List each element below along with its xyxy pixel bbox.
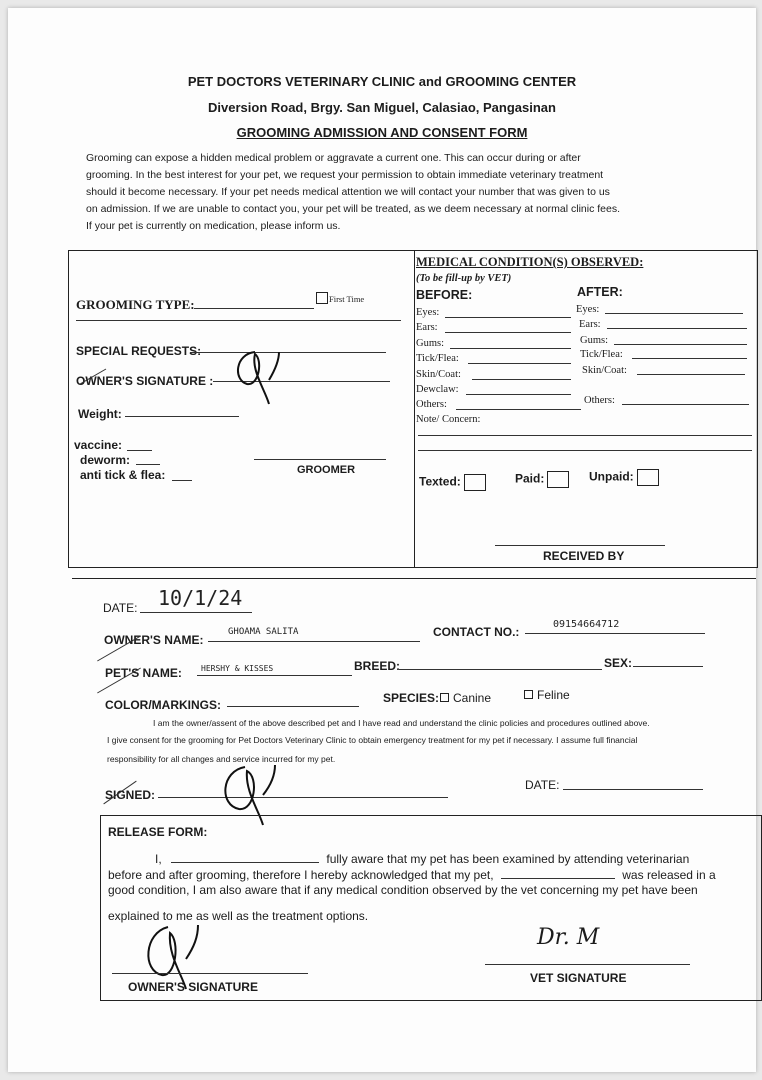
grooming-type-extra-line[interactable] — [76, 320, 401, 321]
signed-label: SIGNED: — [105, 788, 156, 802]
consent-line-3: responsibility for all changes and service incurred for my pet. — [107, 754, 336, 764]
unpaid-checkbox[interactable] — [637, 469, 659, 486]
before-ears-field[interactable] — [445, 332, 571, 333]
after-tick-label: Tick/Flea: — [580, 349, 623, 360]
column-divider — [414, 250, 415, 567]
paid-label — [515, 471, 569, 488]
medical-title: MEDICAL CONDITION(S) OBSERVED: — [416, 255, 644, 269]
release-title: RELEASE FORM: — [108, 825, 208, 839]
intro-paragraph — [86, 150, 696, 235]
canine-option[interactable] — [440, 691, 491, 705]
pet-name-field[interactable] — [197, 675, 352, 676]
after-others-label: Others: — [584, 395, 615, 406]
release-owner-signature-line[interactable] — [112, 973, 308, 974]
after-others-field[interactable] — [622, 404, 749, 405]
first-time-label: First Time — [329, 294, 365, 304]
intro-line: should it become necessary. If your pet needs medical attention we will contact your number that was given to us — [86, 186, 610, 198]
note-line-1[interactable] — [418, 435, 752, 436]
after-gums-label: Gums: — [580, 335, 609, 346]
texted-checkbox[interactable] — [464, 474, 486, 491]
consent-line-1: I am the owner/assent of the above described pet and I have read and understand the clinic policies and procedures outlined above. — [153, 718, 650, 728]
sex-label: SEX: — [604, 656, 633, 670]
weight-label: Weight: — [78, 407, 122, 421]
deworm-field[interactable] — [136, 464, 160, 465]
note-label: Note/ Concern: — [416, 414, 481, 425]
intro-line: If your pet is currently on medication, please inform us. — [86, 220, 341, 232]
paid-text: Paid: — [515, 471, 545, 486]
form-title: GROOMING ADMISSION AND CONSENT FORM — [236, 125, 528, 140]
signed-field[interactable] — [158, 797, 448, 798]
pet-name-value: HERSHY & KISSES — [201, 664, 274, 673]
before-skin-label: Skin/Coat: — [416, 369, 461, 380]
species-label: SPECIES: — [383, 691, 440, 705]
after-ears-label: Ears: — [579, 319, 601, 330]
release-line-2-post: was released in a — [622, 868, 716, 882]
color-label: COLOR/MARKINGS: — [105, 698, 221, 712]
intro-line: Grooming can expose a hidden medical problem or aggravate a current one. This can occur during or after — [86, 152, 581, 164]
date-label: DATE: — [103, 601, 138, 615]
received-by-label: RECEIVED BY — [543, 549, 625, 563]
owner-name-label: OWNER'S NAME: — [104, 633, 204, 647]
release-line-2-pre: before and after grooming, therefore I hereby acknowledged that my pet, — [108, 868, 494, 882]
before-tick-field[interactable] — [468, 363, 571, 364]
vaccine-field[interactable] — [127, 450, 152, 451]
after-tick-field[interactable] — [632, 358, 747, 359]
contact-field[interactable] — [525, 633, 705, 634]
groomer-signature-line[interactable] — [254, 459, 386, 460]
feline-option[interactable] — [524, 688, 570, 702]
pet-name-label: PET'S NAME: — [105, 666, 182, 680]
release-line-1-post: fully aware that my pet has been examined by attending veterinarian — [326, 852, 690, 866]
after-gums-field[interactable] — [614, 344, 747, 345]
after-label: AFTER: — [577, 285, 623, 299]
vet-signature-label: VET SIGNATURE — [530, 971, 627, 985]
vaccine-label: vaccine: — [74, 438, 123, 452]
after-eyes-label: Eyes: — [576, 304, 600, 315]
sex-field[interactable] — [633, 666, 703, 667]
consent-line-2: I give consent for the grooming for Pet Doctors Veterinary Clinic to obtain emergency treatment for my pet if necessary. I assume full financial — [107, 735, 638, 745]
release-line-1-pre: I, — [155, 852, 162, 866]
before-others-label: Others: — [416, 399, 447, 410]
contact-label: CONTACT NO.: — [433, 625, 520, 639]
box-bottom-rule — [72, 578, 756, 579]
owner-signature-scribble — [225, 340, 285, 410]
vet-signature-line[interactable] — [485, 964, 690, 965]
release-line-4: explained to me as well as the treatment options. — [108, 909, 369, 923]
intro-line: grooming. In the best interest for your pet, we request your permission to obtain immediate veterinary treatment — [86, 169, 604, 181]
before-ears-label: Ears: — [416, 322, 438, 333]
owner-name-field[interactable] — [208, 641, 420, 642]
release-line-1 — [155, 851, 689, 866]
unpaid-text: Unpaid: — [589, 469, 634, 484]
grooming-type-label: GROOMING TYPE: — [76, 297, 195, 312]
color-field[interactable] — [227, 706, 359, 707]
before-eyes-field[interactable] — [445, 317, 571, 318]
weight-field[interactable] — [125, 416, 239, 417]
breed-label: BREED: — [354, 659, 401, 673]
release-line-2 — [108, 867, 716, 882]
anti-tick-label: anti tick & flea: — [80, 468, 166, 482]
special-requests-label: SPECIAL REQUESTS: — [76, 344, 202, 358]
clinic-address: Diversion Road, Brgy. San Miguel, Calasiao, Pangasinan — [208, 100, 556, 115]
feline-checkbox[interactable] — [524, 690, 533, 699]
paid-checkbox[interactable] — [547, 471, 569, 488]
release-owner-signature-label: OWNER'S SIGNATURE — [128, 980, 258, 994]
groomer-label: GROOMER — [297, 464, 356, 476]
before-label: BEFORE: — [416, 288, 473, 302]
anti-tick-field[interactable] — [172, 480, 192, 481]
first-time-checkbox[interactable] — [316, 292, 328, 304]
after-skin-field[interactable] — [637, 374, 745, 375]
contact-value: 09154664712 — [553, 619, 620, 630]
consent-date-label: DATE: — [525, 778, 560, 792]
after-ears-field[interactable] — [607, 328, 747, 329]
owner-name-value: GHOAMA SALITA — [228, 627, 299, 637]
before-gums-field[interactable] — [450, 348, 571, 349]
release-owner-name-field[interactable] — [171, 851, 319, 863]
breed-field[interactable] — [399, 669, 602, 670]
grooming-type-field[interactable] — [194, 308, 314, 309]
release-line-3: good condition, I am also aware that if any medical condition observed by the vet concerning my pet have been — [108, 883, 698, 897]
note-line-2[interactable] — [418, 450, 752, 451]
before-gums-label: Gums: — [416, 338, 445, 349]
before-skin-field[interactable] — [472, 379, 571, 380]
received-by-line[interactable] — [495, 545, 665, 546]
texted-text: Texted: — [419, 474, 461, 489]
unpaid-label — [589, 469, 659, 486]
before-eyes-label: Eyes: — [416, 307, 440, 318]
before-tick-label: Tick/Flea: — [416, 353, 459, 364]
canine-checkbox[interactable] — [440, 693, 449, 702]
after-skin-label: Skin/Coat: — [582, 365, 627, 376]
texted-label — [419, 474, 486, 491]
consent-date-field[interactable] — [563, 789, 703, 790]
before-others-field[interactable] — [456, 409, 581, 410]
after-eyes-field[interactable] — [605, 313, 743, 314]
date-field[interactable] — [140, 612, 252, 613]
owner-signature-label: OWNER'S SIGNATURE : — [76, 374, 214, 388]
feline-text: Feline — [537, 688, 570, 702]
deworm-label: deworm: — [80, 453, 131, 467]
date-value: 10/1/24 — [158, 586, 243, 610]
dewclaw-label: Dewclaw: — [416, 384, 459, 395]
medical-subtitle: (To be fill-up by VET) — [416, 273, 512, 284]
special-requests-field[interactable] — [190, 352, 386, 353]
dewclaw-field[interactable] — [466, 394, 571, 395]
release-pet-name-field[interactable] — [501, 867, 615, 879]
canine-text: Canine — [453, 691, 492, 705]
vet-handwriting: Dr. M — [537, 925, 600, 950]
clinic-name: PET DOCTORS VETERINARY CLINIC and GROOMING CENTER — [187, 74, 577, 89]
intro-line: on admission. If we are unable to contact you, your pet will be treated, as we deem necessary at normal clinic fees. — [86, 203, 621, 215]
